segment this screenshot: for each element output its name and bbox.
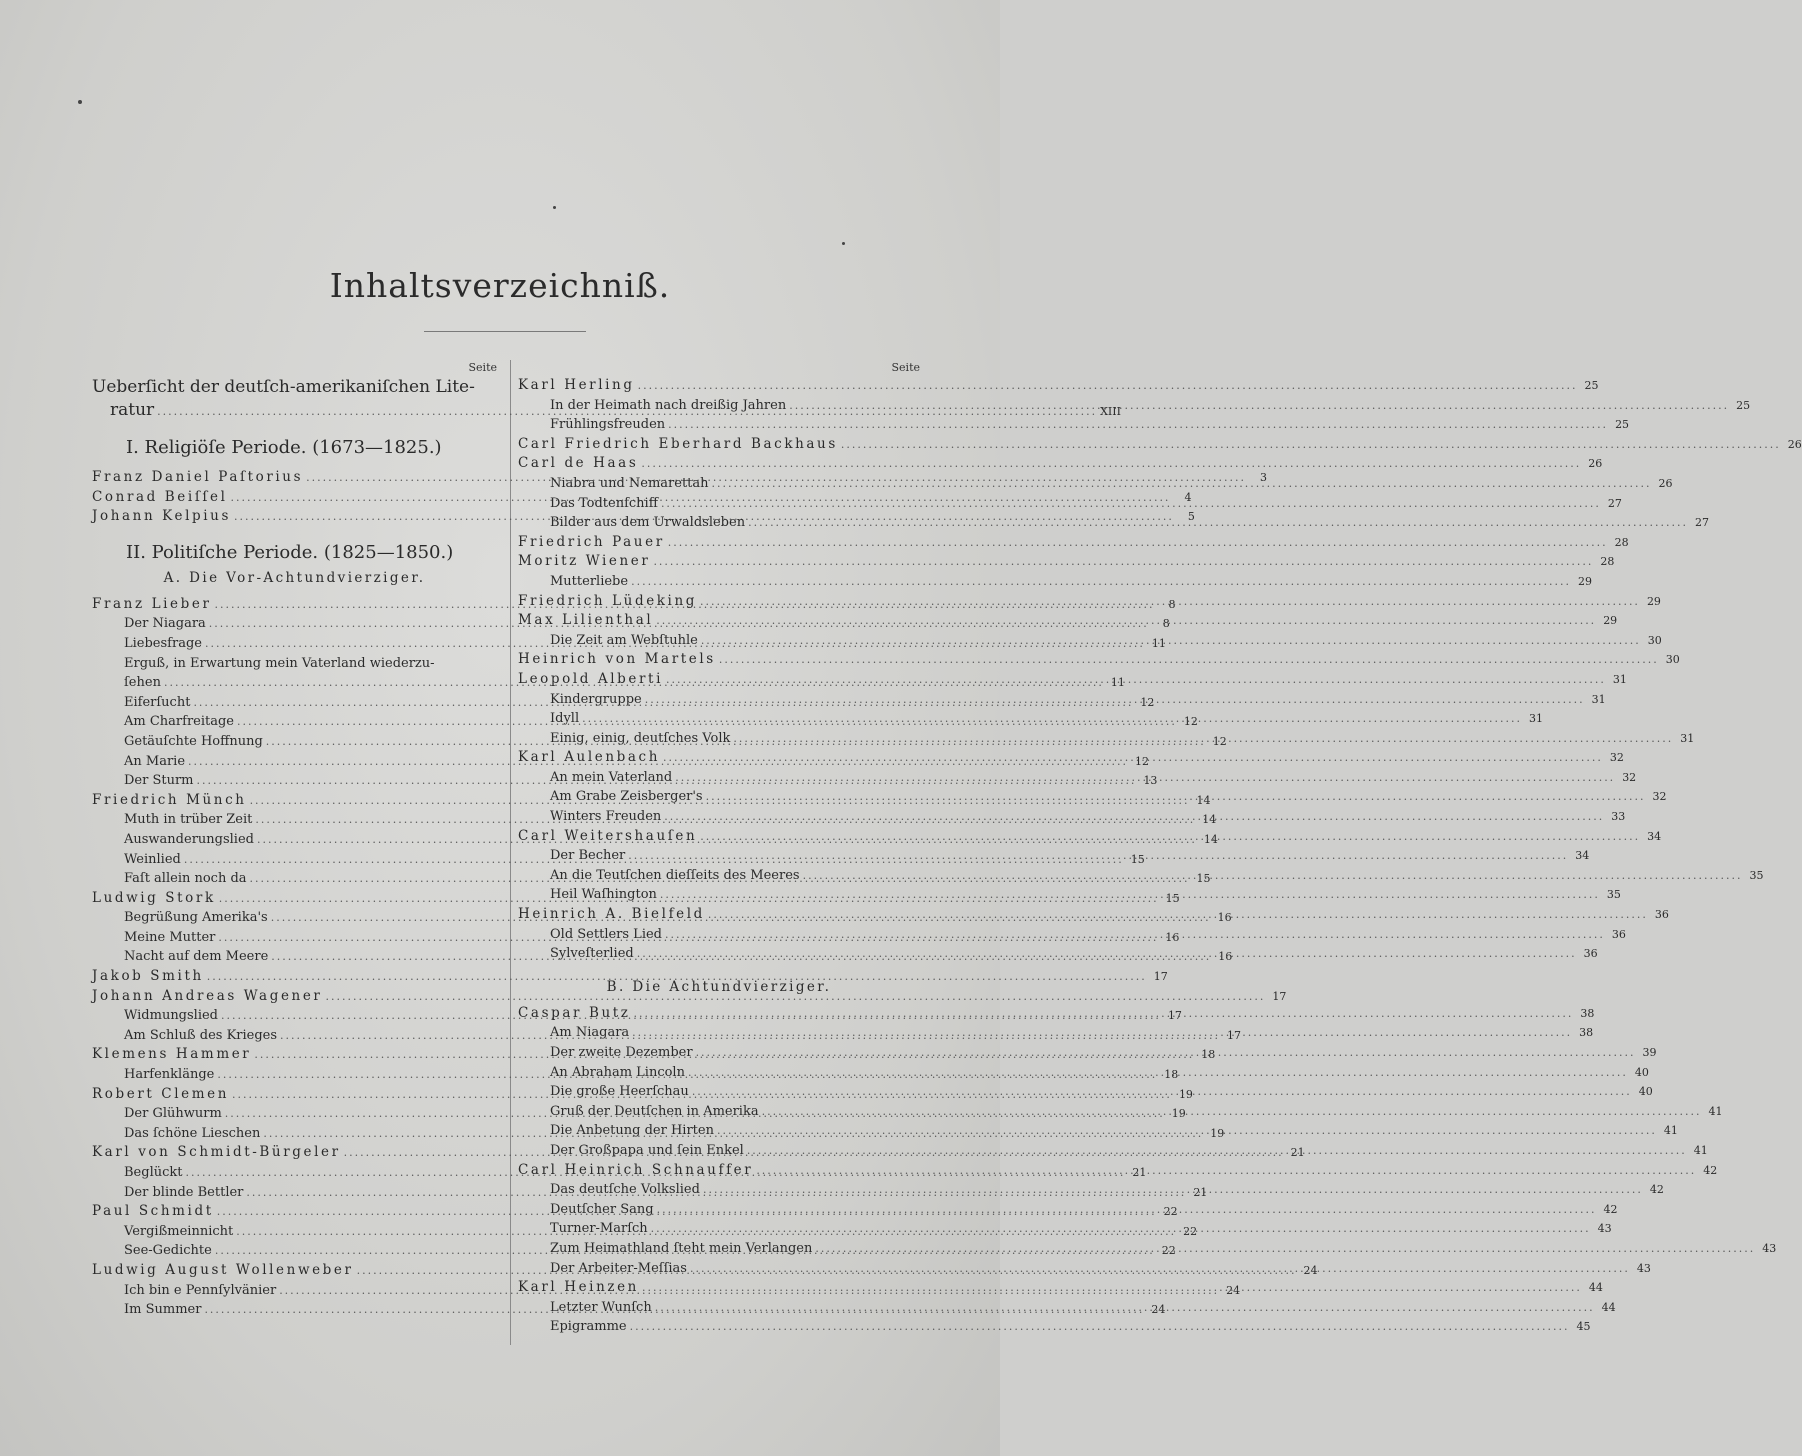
author-name: Johann Andreas Wagener bbox=[92, 987, 323, 1004]
page-number: 17 bbox=[1167, 1009, 1182, 1023]
work-title: Auswanderungslied bbox=[124, 831, 254, 847]
page-number: 42 bbox=[1703, 1163, 1718, 1177]
work-title: Niabra und Nemarettah bbox=[550, 475, 709, 491]
author-entry bbox=[518, 592, 1661, 612]
work-title: Old Settlers Lied bbox=[550, 926, 662, 942]
leader-dots bbox=[841, 435, 1781, 455]
leader-dots bbox=[756, 1161, 1696, 1181]
work-title: Heil Waſhington bbox=[550, 887, 657, 903]
author-name: Johann Kelpius bbox=[92, 508, 231, 525]
page-number: 31 bbox=[1591, 692, 1606, 706]
title-rule bbox=[424, 331, 586, 332]
leader-dots bbox=[700, 592, 1640, 612]
page-number: 36 bbox=[1611, 927, 1626, 941]
work-title: An Marie bbox=[124, 753, 186, 769]
intro-line: Ueberſicht der deutſch-amerikaniſchen Lite- bbox=[92, 377, 475, 397]
page-number: 35 bbox=[1749, 868, 1764, 882]
work-entry bbox=[518, 494, 1622, 514]
page-number: 24 bbox=[1303, 1263, 1318, 1277]
page-number: 12 bbox=[1134, 754, 1149, 768]
author-entry bbox=[518, 533, 1629, 553]
page-number: 17 bbox=[1272, 989, 1287, 1003]
page-number: 25 bbox=[1615, 418, 1630, 432]
work-title: Der zweite Dezember bbox=[550, 1045, 693, 1060]
work-title: Der blinde Bettler bbox=[124, 1184, 244, 1200]
page-number: 36 bbox=[1654, 908, 1669, 922]
page-number: 33 bbox=[1611, 810, 1626, 824]
page-number: 44 bbox=[1601, 1300, 1616, 1314]
author-name: Karl Heinzen bbox=[518, 1279, 639, 1296]
section-heading: B. Die Achtundvierziger. bbox=[606, 978, 832, 995]
leader-dots bbox=[668, 533, 1608, 553]
author-entry bbox=[518, 611, 1618, 631]
page-number: 11 bbox=[1110, 676, 1125, 690]
work-title: Mutterliebe bbox=[550, 573, 629, 589]
leader-dots bbox=[653, 552, 1593, 572]
leader-dots bbox=[632, 1023, 1572, 1043]
work-title: Kindergruppe bbox=[550, 691, 642, 707]
work-title: An Abraham Lincoln bbox=[550, 1064, 685, 1080]
author-entry bbox=[518, 650, 1680, 670]
work-title: Der Glühwurm bbox=[124, 1106, 222, 1122]
leader-dots bbox=[706, 787, 1646, 807]
leader-dots bbox=[712, 474, 1652, 494]
work-title: See-Gedichte bbox=[124, 1243, 212, 1259]
leader-dots bbox=[803, 866, 1743, 886]
page-number: 30 bbox=[1647, 633, 1662, 647]
author-name: Karl Herling bbox=[518, 377, 635, 393]
work-title: Widmungslied bbox=[124, 1008, 219, 1024]
author-name: Carl de Haas bbox=[518, 455, 639, 472]
page-number: 16 bbox=[1218, 950, 1233, 964]
author-name: Karl Aulenbach bbox=[518, 749, 660, 766]
page-number: 32 bbox=[1609, 751, 1624, 765]
work-title: Turner-Marſch bbox=[550, 1221, 648, 1237]
leader-dots bbox=[582, 709, 1522, 729]
page-number: 31 bbox=[1680, 731, 1695, 745]
work-title: Zum Heimathland ſteht mein Verlangen bbox=[550, 1240, 813, 1256]
leader-dots bbox=[815, 1239, 1755, 1259]
leader-dots bbox=[701, 631, 1641, 651]
work-title: Das deutſche Volkslied bbox=[550, 1182, 700, 1198]
leader-dots bbox=[661, 494, 1601, 514]
work-title: Am Schluß des Krieges bbox=[124, 1027, 278, 1043]
leader-dots bbox=[748, 513, 1688, 533]
work-title: Einig, einig, deutſches Volk bbox=[550, 730, 731, 746]
page-number: 45 bbox=[1576, 1320, 1591, 1334]
author-name: Friedrich Münch bbox=[92, 791, 247, 808]
work-title: Weinlied bbox=[124, 851, 181, 867]
page-number: 11 bbox=[1151, 636, 1166, 650]
leader-dots bbox=[656, 611, 1596, 631]
page-number: 38 bbox=[1580, 1006, 1595, 1020]
page-number: 12 bbox=[1212, 734, 1227, 748]
author-name: Klemens Hammer bbox=[92, 1046, 252, 1063]
page-number: 22 bbox=[1183, 1224, 1198, 1238]
author-name: Carl Heinrich Schnauffer bbox=[518, 1161, 754, 1178]
period-heading: II. Politiſche Periode. (1825—1850.) bbox=[126, 541, 454, 563]
author-name: Ludwig August Wollenweber bbox=[92, 1261, 354, 1278]
page-number: 41 bbox=[1663, 1124, 1678, 1138]
work-title: Im Summer bbox=[124, 1302, 202, 1318]
page-number: 26 bbox=[1787, 437, 1802, 451]
page-number: 19 bbox=[1210, 1126, 1225, 1140]
author-name: Karl von Schmidt-Bürgeler bbox=[92, 1144, 341, 1161]
leader-dots bbox=[747, 1141, 1687, 1161]
work-entry bbox=[518, 513, 1709, 533]
page-number: 43 bbox=[1636, 1261, 1651, 1275]
page-number: 15 bbox=[1196, 872, 1211, 886]
page-number: 25 bbox=[1736, 398, 1751, 412]
page-number: 41 bbox=[1708, 1104, 1723, 1118]
leader-dots bbox=[708, 905, 1648, 925]
work-title: Der Niagara bbox=[124, 616, 206, 632]
page-number: XIII bbox=[1100, 405, 1121, 418]
work-title: Epigramme bbox=[550, 1319, 627, 1335]
author-name: Paul Schmidt bbox=[92, 1203, 214, 1220]
page-number: 5 bbox=[1187, 510, 1195, 524]
page-number: 24 bbox=[1151, 1303, 1166, 1317]
page-number: 34 bbox=[1647, 829, 1662, 843]
leader-dots bbox=[696, 1043, 1636, 1063]
leader-dots bbox=[703, 1180, 1643, 1200]
author-name: Heinrich von Martels bbox=[518, 651, 716, 668]
leader-dots bbox=[668, 415, 1608, 435]
page-number: 16 bbox=[1165, 930, 1180, 944]
page-number: 18 bbox=[1164, 1068, 1179, 1082]
author-name: Franz Daniel Paſtorius bbox=[92, 469, 304, 485]
page-number: 42 bbox=[1649, 1183, 1664, 1197]
leader-dots bbox=[688, 1063, 1628, 1083]
work-title: An die Teutſchen dieſſeits des Meeres bbox=[550, 867, 800, 883]
work-title: An mein Vaterland bbox=[550, 769, 673, 785]
work-title: Die Anbetung der Hirten bbox=[550, 1123, 714, 1139]
author-name: Robert Clemen bbox=[92, 1085, 230, 1102]
page-number: 30 bbox=[1665, 653, 1680, 667]
page-number: 16 bbox=[1217, 911, 1232, 925]
page-number: 24 bbox=[1226, 1283, 1241, 1297]
author-name: Friedrich Lüdeking bbox=[518, 592, 698, 609]
work-title: Gruß der Deutſchen in Amerika bbox=[550, 1103, 759, 1119]
page-number: 29 bbox=[1578, 574, 1592, 588]
page-number: 38 bbox=[1579, 1026, 1594, 1040]
leader-dots bbox=[690, 1259, 1630, 1279]
page-number: 21 bbox=[1132, 1166, 1147, 1179]
page-number: 26 bbox=[1658, 476, 1673, 490]
work-entry bbox=[518, 415, 1630, 435]
seite-label: Seite bbox=[891, 361, 920, 374]
leader-dots bbox=[762, 1102, 1702, 1122]
author-name: Friedrich Pauer bbox=[518, 533, 665, 550]
paper-speck bbox=[842, 242, 845, 245]
page-number: 15 bbox=[1130, 852, 1145, 866]
page-number: 13 bbox=[1143, 774, 1158, 788]
page-number: 27 bbox=[1607, 496, 1622, 510]
author-entry bbox=[92, 987, 1287, 1007]
leader-dots bbox=[628, 846, 1568, 866]
page-number: 43 bbox=[1762, 1241, 1777, 1255]
page-number: 32 bbox=[1622, 770, 1637, 784]
leader-dots bbox=[664, 807, 1604, 827]
page-number: 28 bbox=[1614, 535, 1629, 549]
page-number: 39 bbox=[1642, 1046, 1657, 1059]
leader-dots bbox=[651, 1219, 1591, 1239]
page-number: 41 bbox=[1693, 1143, 1708, 1157]
work-title: ſehen bbox=[124, 675, 161, 691]
leader-dots bbox=[631, 572, 1571, 592]
work-title: Harfenklänge bbox=[124, 1067, 215, 1083]
page-number: 27 bbox=[1695, 516, 1709, 530]
page-number: 4 bbox=[1184, 490, 1192, 504]
page-number: 17 bbox=[1226, 1028, 1241, 1042]
leader-dots bbox=[666, 670, 1606, 690]
leader-dots bbox=[700, 827, 1640, 847]
author-name: Leopold Alberti bbox=[518, 670, 663, 687]
work-title: Der Becher bbox=[550, 848, 626, 864]
author-name: Max Lilienthal bbox=[518, 612, 654, 629]
author-name: Jakob Smith bbox=[92, 968, 204, 985]
entry-title: ratur bbox=[110, 400, 155, 420]
leader-dots bbox=[657, 1200, 1597, 1220]
work-entry bbox=[518, 474, 1673, 494]
work-title: Vergißmeinnicht bbox=[124, 1223, 234, 1239]
work-title: Das Todtenſchiff bbox=[550, 495, 658, 511]
spacer bbox=[92, 527, 497, 539]
work-entry bbox=[518, 572, 1592, 592]
page-number: 14 bbox=[1203, 832, 1218, 846]
page-number: 29 bbox=[1646, 594, 1661, 608]
page-number: 21 bbox=[1193, 1185, 1208, 1199]
page-number: 34 bbox=[1575, 849, 1590, 863]
work-title: Am Niagara bbox=[550, 1025, 630, 1041]
leader-dots bbox=[655, 1298, 1595, 1318]
leader-dots bbox=[717, 1121, 1657, 1141]
work-title: Das ſchöne Lieschen bbox=[124, 1125, 261, 1141]
page-number: 25 bbox=[1584, 379, 1599, 392]
page-number: 36 bbox=[1583, 947, 1598, 961]
page-number: 26 bbox=[1588, 457, 1603, 471]
page-number: 44 bbox=[1588, 1281, 1603, 1295]
page-number: 35 bbox=[1606, 888, 1621, 902]
work-entry bbox=[518, 1317, 1591, 1337]
page-title: Inhaltsverzeichniß. bbox=[329, 266, 671, 305]
work-title: Ich bin e Pennſylvänier bbox=[124, 1282, 277, 1298]
work-title: Der Arbeiter-Meſſias bbox=[550, 1260, 687, 1276]
page-number: 42 bbox=[1603, 1202, 1618, 1216]
leader-dots bbox=[645, 690, 1585, 710]
page-number: 17 bbox=[1153, 970, 1168, 984]
author-name: Ludwig Stork bbox=[92, 889, 216, 906]
work-title: Der Sturm bbox=[124, 773, 194, 789]
work-title: Am Charfreitage bbox=[124, 714, 234, 730]
leader-dots bbox=[641, 454, 1581, 474]
page-number: 18 bbox=[1201, 1048, 1216, 1062]
page-number: 31 bbox=[1612, 672, 1627, 686]
work-title: Nacht auf dem Meere bbox=[124, 949, 269, 965]
author-entry bbox=[518, 376, 1599, 396]
work-title: Getäuſchte Hoffnung bbox=[124, 733, 263, 749]
leader-dots bbox=[634, 1004, 1574, 1024]
paper-speck bbox=[78, 100, 82, 104]
author-entry bbox=[518, 454, 1603, 474]
work-title: Begrüßung Amerika's bbox=[124, 910, 268, 926]
work-title: Deutſcher Sang bbox=[550, 1201, 654, 1217]
spacer bbox=[92, 422, 497, 434]
work-title: Eiferſucht bbox=[124, 694, 191, 710]
page-number: 43 bbox=[1597, 1222, 1612, 1236]
page-number: 29 bbox=[1603, 614, 1618, 628]
page-number: 3 bbox=[1260, 471, 1268, 484]
page-number: 22 bbox=[1163, 1205, 1178, 1219]
page-number: 31 bbox=[1529, 712, 1544, 726]
author-name: Carl Friedrich Eberhard Backhaus bbox=[518, 435, 838, 452]
spacer bbox=[518, 964, 920, 976]
work-title: Faſt allein noch da bbox=[124, 871, 247, 887]
page-number: 12 bbox=[1140, 695, 1155, 709]
page-number: 8 bbox=[1168, 597, 1176, 611]
work-title: Am Grabe Zeisberger's bbox=[550, 789, 703, 805]
page-number: 12 bbox=[1183, 715, 1198, 729]
seite-label: Seite bbox=[468, 361, 497, 374]
leader-dots bbox=[675, 768, 1615, 788]
work-title: In der Heimath nach dreißig Jahren bbox=[550, 397, 787, 413]
page-number: 21 bbox=[1290, 1146, 1305, 1160]
author-name: Caspar Butz bbox=[518, 1004, 631, 1021]
leader-dots bbox=[719, 650, 1659, 670]
author-name: Conrad Beiſſel bbox=[92, 488, 228, 505]
leader-dots bbox=[630, 1317, 1570, 1337]
work-title: Meine Mutter bbox=[124, 929, 216, 945]
page-number: 8 bbox=[1162, 617, 1170, 631]
author-name: Carl Weitershauſen bbox=[518, 827, 698, 844]
leader-dots bbox=[665, 925, 1605, 945]
work-title: Die Zeit am Webſtuhle bbox=[550, 632, 698, 648]
section-heading: A. Die Vor-Achtundvierziger. bbox=[163, 569, 426, 586]
author-name: Heinrich A. Bielfeld bbox=[518, 906, 705, 923]
author-name: Moritz Wiener bbox=[518, 553, 651, 570]
author-name: Franz Lieber bbox=[92, 595, 212, 612]
work-title: Beglückt bbox=[124, 1165, 183, 1180]
leader-dots bbox=[638, 376, 1578, 396]
leader-dots bbox=[789, 396, 1729, 416]
page-number: 19 bbox=[1178, 1087, 1193, 1101]
work-title: Idyll bbox=[550, 711, 580, 727]
author-entry bbox=[518, 552, 1615, 572]
page-number: 40 bbox=[1634, 1065, 1649, 1079]
author-entry bbox=[518, 435, 1802, 455]
leader-dots bbox=[733, 729, 1673, 749]
work-title: Letzter Wunſch bbox=[550, 1299, 652, 1315]
page-number: 40 bbox=[1638, 1085, 1653, 1099]
page-number: 14 bbox=[1202, 813, 1217, 827]
paper-speck bbox=[553, 206, 556, 209]
leader-dots bbox=[637, 944, 1577, 964]
page-number: 14 bbox=[1196, 793, 1211, 807]
leader-dots bbox=[663, 748, 1603, 768]
page-number: 32 bbox=[1652, 790, 1667, 804]
work-title: Liebesfrage bbox=[124, 635, 202, 651]
work-title: Sylveſterlied bbox=[550, 946, 634, 962]
work-title: Muth in trüber Zeit bbox=[124, 812, 253, 828]
work-title: Winters Freuden bbox=[550, 809, 662, 825]
work-title: Der Großpapa und ſein Enkel bbox=[550, 1142, 744, 1158]
leader-dots bbox=[692, 1082, 1632, 1102]
work-title: Frühlingsfreuden bbox=[550, 417, 666, 433]
entry-title-continued: Erguß, in Erwartung mein Vaterland wiederzu- bbox=[124, 655, 435, 671]
page-number: 28 bbox=[1600, 555, 1615, 569]
page-number: 19 bbox=[1171, 1107, 1186, 1121]
work-title: Die große Heerſchau bbox=[550, 1084, 689, 1100]
leader-dots bbox=[642, 1278, 1582, 1298]
period-heading: I. Religiöſe Periode. (1673—1825.) bbox=[126, 437, 442, 458]
page-number: 15 bbox=[1165, 891, 1180, 905]
work-title: Bilder aus dem Urwaldsleben bbox=[550, 515, 746, 531]
leader-dots bbox=[660, 885, 1600, 905]
page-number: 22 bbox=[1161, 1244, 1176, 1258]
